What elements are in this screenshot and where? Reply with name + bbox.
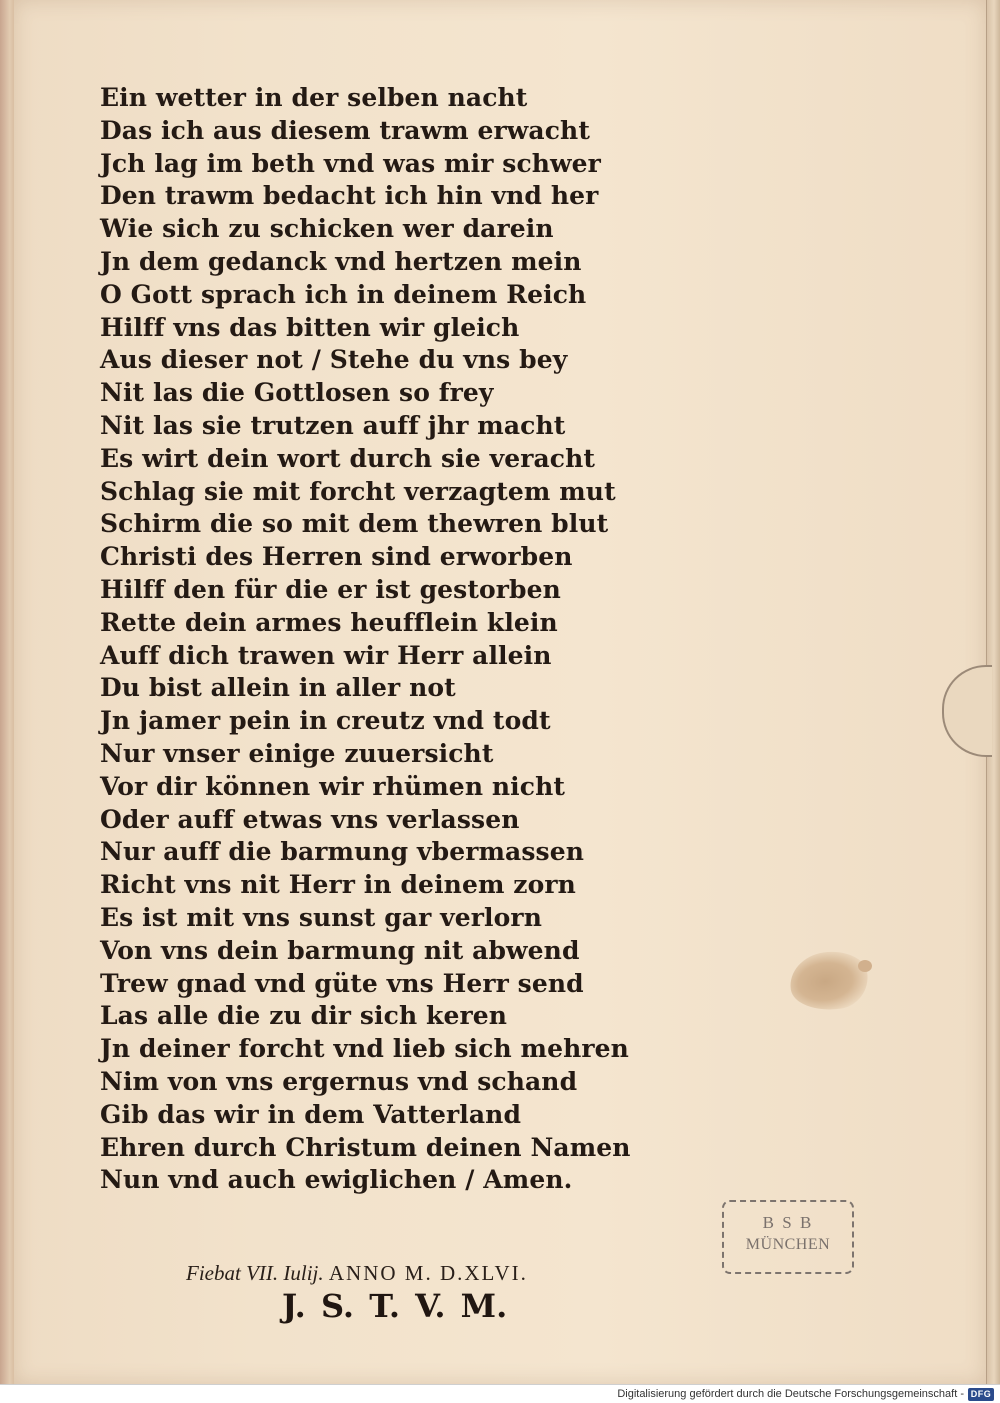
poem-line: Gib das wir in dem Vatterland	[100, 1099, 522, 1129]
poem-line: Las alle die zu dir sich keren	[100, 1001, 508, 1031]
colophon-anno: ANNO M. D.XLVI.	[328, 1261, 528, 1285]
poem-text	[100, 82, 660, 1197]
poem-line: Jn jamer pein in creutz vnd todt	[100, 706, 551, 736]
dfg-logo-icon: DFG	[968, 1388, 994, 1401]
poem-line: Schlag sie mit forcht verzagtem mut	[100, 476, 616, 506]
poem-line: Hilff den für die er ist gestorben	[100, 574, 561, 604]
poem-line: Hilff vns das bitten wir gleich	[100, 312, 520, 342]
poem-line: Jn dem gedanck vnd hertzen mein	[100, 246, 582, 276]
paper-stain-small	[858, 960, 872, 972]
poem-line: Nit las sie trutzen auff jhr macht	[100, 410, 566, 440]
poem-line: Ehren durch Christum deinen Namen	[100, 1132, 631, 1162]
poem-line: Von vns dein barmung nit abwend	[100, 935, 580, 965]
poem-line: Jch lag im beth vnd was mir schwer	[100, 148, 601, 178]
poem-line: Aus dieser not / Stehe du vns bey	[100, 345, 568, 375]
poem-line: Trew gnad vnd güte vns Herr send	[100, 968, 584, 998]
poem-line: Ein wetter in der selben nacht	[100, 83, 528, 112]
poem-line: Richt vns nit Herr in deinem zorn	[100, 870, 576, 900]
poem-line: Schirm die so mit dem thewren blut	[100, 509, 609, 539]
poem-line: Wie sich zu schicken wer darein	[100, 214, 554, 244]
library-stamp	[722, 1200, 854, 1274]
poem-line: Nim von vns ergernus vnd schand	[100, 1066, 578, 1096]
author-initials: J. S. T. V. M.	[282, 1287, 508, 1325]
poem-line: Oder auff etwas vns verlassen	[100, 804, 520, 834]
poem-line: Nit las die Gottlosen so frey	[100, 378, 494, 408]
poem-line: Es wirt dein wort durch sie veracht	[100, 443, 596, 473]
poem-line: O Gott sprach ich in deinem Reich	[100, 279, 587, 309]
poem-line: Den trawm bedacht ich hin vnd her	[100, 181, 599, 211]
poem-line: Vor dir können wir rhümen nicht	[100, 771, 566, 801]
poem-line: Christi des Herren sind erworben	[100, 542, 573, 572]
stamp-line-bsb: B S B	[762, 1213, 814, 1232]
poem-line: Nun vnd auch ewiglichen / Amen.	[100, 1165, 573, 1195]
left-page-edge	[0, 0, 15, 1384]
colophon-fiebat: Fiebat VII. Iulij.	[186, 1261, 324, 1285]
poem-line: Auff dich trawen wir Herr allein	[100, 640, 552, 670]
footer-bar	[0, 1384, 1000, 1403]
stamp-line-muenchen: MÜNCHEN	[745, 1236, 831, 1253]
poem-line: Du bist allein in aller not	[100, 673, 456, 703]
funding-notice: Digitalisierung gefördert durch die Deutsche Forschungsgemeinschaft -	[617, 1388, 964, 1400]
poem-line: Es ist mit vns sunst gar verlorn	[100, 902, 542, 932]
colophon	[186, 1258, 686, 1288]
poem-line: Jn deiner forcht vnd lieb sich mehren	[100, 1034, 629, 1064]
poem-line: Nur auff die barmung vbermassen	[100, 837, 584, 867]
poem-line: Nur vnser einige zuuersicht	[100, 738, 494, 768]
poem-line: Rette dein armes heufflein klein	[100, 607, 558, 637]
poem-line: Das ich aus diesem trawm erwacht	[100, 115, 590, 145]
